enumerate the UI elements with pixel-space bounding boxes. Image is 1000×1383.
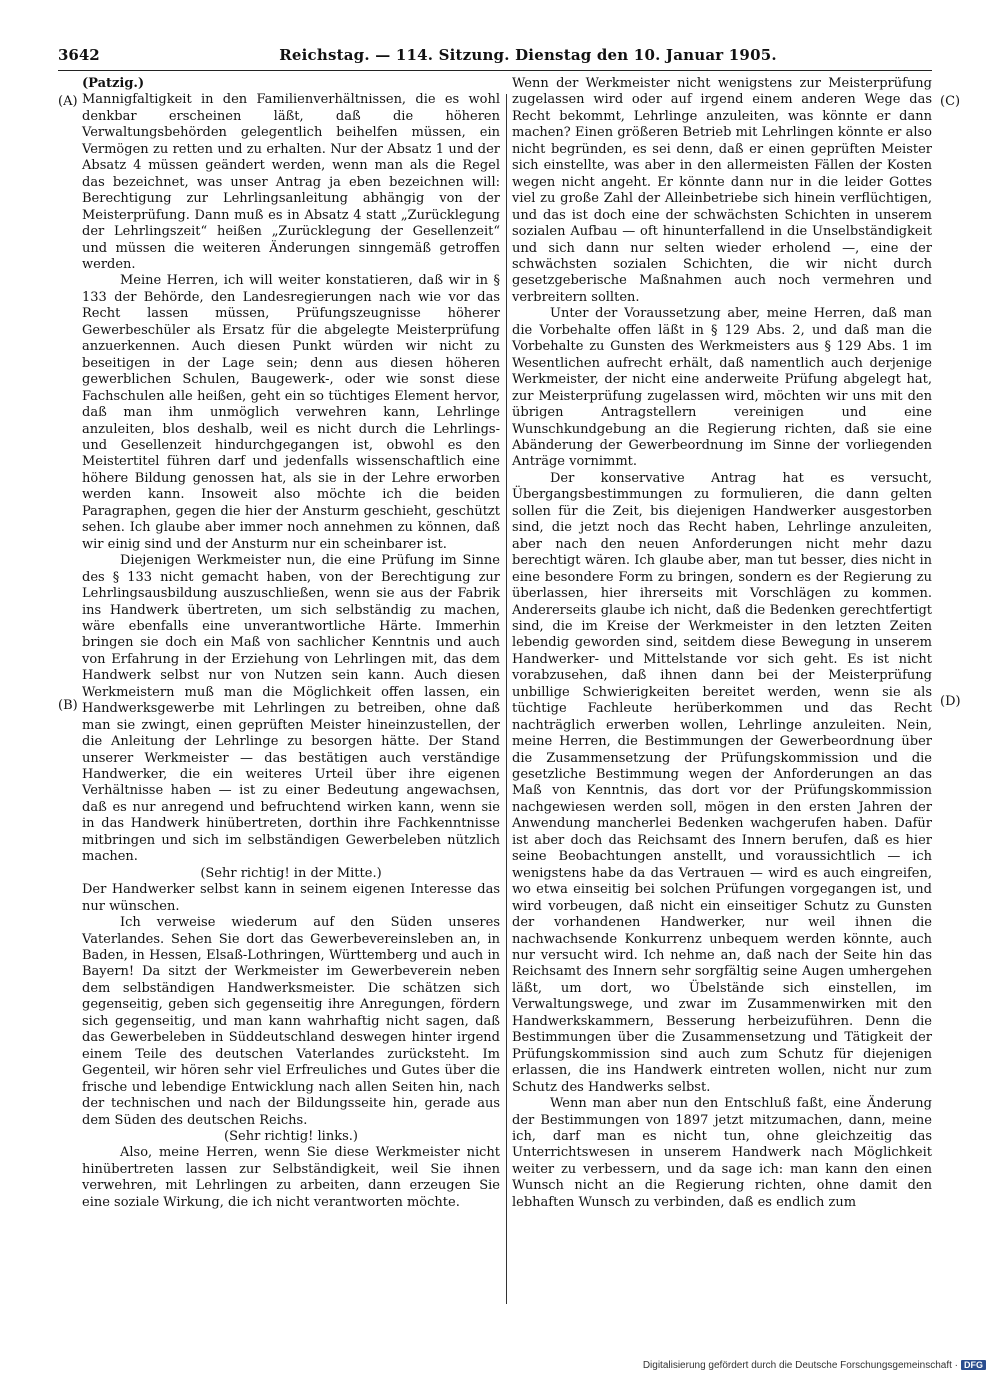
- paragraph: Der Handwerker selbst kann in seinem eigenen Interesse das nur wünschen.: [82, 882, 500, 914]
- paragraph: Meine Herren, ich will weiter konstatieren, daß wir in § 133 der Behörde, den Landesregierungen nach wie vor das Recht lassen müssen, Prüfungszeugnisse höherer Gewerbeschüler als Ersatz für die abgelegte Meisterprüfung anzuerkennen. Auch diesen Punkt würden wir nicht zu beseitigen in der Lage sein; denn aus diesen höheren gewerblichen Schulen, Baugewerk-, oder wie sonst diese Fachschulen alle heißen, geht ein so tüchtiges Element hervor, daß man ihm unmöglich verwehren kann, Lehrlinge anzuleiten, blos deshalb, weil es nicht durch die Lehrlings- und Gesellenzeit hindurchgegangen ist, obwohl es den Meistertitel führen darf und jedenfalls wissenschaftlich eine höhere Bildung genossen hat, als sie in der Lehre erworben werden kann. Insoweit also möchte ich die beiden Paragraphen, gegen die hier der Ansturm geschieht, geschützt sehen. Ich glaube aber immer noch annehmen zu können, daß wir einig sind und der Ansturm nur ein scheinbarer ist.: [82, 273, 500, 552]
- page-number: 3642: [58, 46, 100, 64]
- dfg-logo: DFG: [961, 1360, 986, 1370]
- interjection: (Sehr richtig! in der Mitte.): [200, 865, 382, 881]
- paragraph: Also, meine Herren, wenn Sie diese Werkmeister nicht hinübertreten lassen zur Selbständigkeit, weil Sie ihnen verwehren, mit Lehrlingen zu arbeiten, dann erzeugen Sie eine soziale Wirkung, die ich nicht verantworten möchte.: [82, 1145, 500, 1210]
- margin-mark-d: (D): [940, 694, 961, 709]
- paragraph: Mannigfaltigkeit in den Familienverhältnissen, die es wohl denkbar erscheinen läßt, daß die höheren Verwaltungsbehörden gelegentlich beihelfen müssen, ein Vermögen zu retten und zu erhalten. Nur der Absatz 1 und der Absatz 4 müssen geändert werden, wenn man als die Regel das bezeichnet, was unser Antrag ja eben bezeichnen will: Berechtigung zur Lehrlingsanleitung abhängig von der Meisterprüfung. Dann muß es in Absatz 4 statt „Zurücklegung der Lehrlingszeit“ heißen „Zurücklegung der Gesellenzeit“ und müssen die weiteren Änderungen sinngemäß getroffen werden.: [82, 92, 500, 272]
- paragraph: Wenn man aber nun den Entschluß faßt, eine Änderung der Bestimmungen von 1897 jetzt mitzumachen, dann, meine ich, darf man es nicht tun, ohne gleichzeitig das Unterrichtswesen in unserem Handwerk nach Möglichkeit weiter zu verbessern, und da sage ich: man kann den einen Wunsch nicht an die Regierung richten, ohne damit den lebhaften Wunsch zu verbinden, daß es endlich zum: [512, 1096, 932, 1210]
- paragraph: Unter der Voraussetzung aber, meine Herren, daß man die Vorbehalte offen läßt in § 129 Abs. 2, und daß man die Vorbehalte zu Gunsten des Werkmeisters aus § 129 Abs. 1 im Wesentlichen aufrecht erhält, daß namentlich auch derjenige Werkmeister, der nicht eine anderweite Prüfung abgelegt hat, zur Meisterprüfung zugelassen wird, möchten wir uns mit den übrigen Antragstellern vereinigen und eine Wunschkundgebung an die Regierung richten, daß sie eine Abänderung der Gewerbeordnung im Sinne der vorliegenden Anträge vornimmt.: [512, 306, 932, 470]
- margin-mark-b: (B): [58, 698, 78, 713]
- speaker-label: (Patzig.): [82, 76, 145, 91]
- paragraph: Der konservative Antrag hat es versucht, Übergangsbestimmungen zu formulieren, die dann gelten sollen für die Zeit, bis diejenigen Handwerker ausgestorben sind, die jetzt noch das Recht haben, Lehrlinge anzuleiten, aber nach den neuen Anforderungen nicht mehr dazu berechtigt wären. Ich glaube aber, man tut besser, dies nicht in eine besondere Form zu bringen, sondern es der Regierung zu überlassen, hier ihrerseits mit Vorschlägen zu kommen. Andererseits glaube ich nicht, daß die Bedenken gerechtfertigt sind, die im Kreise der Werkmeister in den letzten Zeiten lebendig geworden sind, seitdem diese Bewegung in unserem Handwerker- und Mittelstande vor sich geht. Es ist nicht vorabzusehen, daß ihnen dann bei der Meisterprüfung unbillige Schwierigkeiten bereitet werden, wenn sie als tüchtige Fachleute herüberkommen und das Recht nachträglich erwerben wollen, Lehrlinge anzuleiten. Nein, meine Herren, die Bestimmungen der Gewerbeordnung über die Zusammensetzung der Prüfungskommission und die gesetzliche Bestimmung wegen der Anforderungen an das Maß von Kenntnis, das dort vor der Prüfungskommission nachgewiesen werden soll, mögen in den ersten Jahren der Anwendung mancherlei Bedenken wachgerufen haben. Dafür ist aber doch das Reichsamt des Innern berufen, daß es hier seine Beobachtungen anstellt, und voraussichtlich — ich wenigstens habe da das Vertrauen — wird es auch eingreifen, wo etwa einseitig bei solchen Prüfungen vorgegangen ist, und wird vorbeugen, daß nicht ein einseitiger Schutz zu Gunsten der vorhandenen Handwerker, nur weil ihnen die nachwachsende Konkurrenz unbequem werden könnte, auch nur versucht wird. Ich nehme an, daß nach der Seite hin das Reichsamt des Innern sehr sorgfältig seine Augen umhergehen läßt, um dort, wo Übelstände sich einstellen, im Verwaltungswege, und zwar im Zusammenwirken mit den Handwerkskammern, Besserung herbeizuführen. Denn die Bestimmungen über die Zusammensetzung und Tätigkeit der Prüfungskommission sind auch zum Schutz für diejenigen erlassen, die ins Handwerk eintreten wollen, nicht nur zum Schutz des Handwerks selbst.: [512, 470, 932, 1095]
- page-header: [58, 46, 932, 71]
- running-title: Reichstag. — 114. Sitzung. Dienstag den 10. Januar 1905.: [279, 46, 777, 64]
- right-column: [512, 76, 932, 1211]
- paragraph: Ich verweise wiederum auf den Süden unseres Vaterlandes. Sehen Sie dort das Gewerbevereinsleben an, in Baden, in Hessen, Elsaß-Lothringen, Württemberg und auch in Bayern! Da sitzt der Werkmeister im Gewerbeverein neben dem selbständigen Handwerksmeister. Die schätzen sich gegenseitig, geben sich gegenseitig ihre Anregungen, fördern sich gegenseitig, und man kann wahrhaftig nicht sagen, daß das Gewerbeleben in Süddeutschland deswegen hinter irgend einem Teile des deutschen Vaterlandes zurücksteht. Im Gegenteil, wir hören sehr viel Erfreuliches und Gutes über die frische und lebendige Entwicklung nach allen Seiten hin, nach der technischen und nach der Bildungsseite hin, gerade aus dem Süden des deutschen Reichs.: [82, 915, 500, 1128]
- column-divider: [506, 94, 507, 1304]
- digitization-credit: [643, 1360, 986, 1371]
- margin-mark-c: (C): [940, 94, 961, 109]
- left-column: [82, 76, 500, 1211]
- interjection: (Sehr richtig! links.): [224, 1129, 358, 1144]
- paragraph: Diejenigen Werkmeister nun, die eine Prüfung im Sinne des § 133 nicht gemacht haben, von der Berechtigung zur Lehrlingsausbildung auszuschließen, wenn sie aus der Fabrik ins Handwerk übertreten, um sich selbständig zu machen, wäre ebenfalls eine unverantwortliche Härte. Immerhin bringen sie doch ein Maß von sachlicher Kenntnis und auch von Erfahrung in der Erziehung von Lehrlingen mit, das dem Handwerk selbst nur von Nutzen sein kann. Auch diesen Werkmeistern muß man die Möglichkeit offen lassen, ein Handwerksgewerbe mit Lehrlingen zu betreiben, ohne daß man sie zwingt, einen geprüften Meister hineinzustellen, der die Anleitung der Lehrlinge zu besorgen hätte. Der Stand unserer Werkmeister — das bestätigen auch verständige Handwerker, die ein weiteres Urteil über ihre eigenen Verhältnisse haben — ist zu einer Bedeutung angewachsen, daß es nur anregend und befruchtend wirken kann, wenn sie in das Handwerk hinübertreten, dorthin ihre Fachkenntnisse mitbringen und sich im selbständigen Gewerbeleben nützlich machen.: [82, 553, 500, 865]
- margin-mark-a: (A): [58, 94, 78, 109]
- paragraph: Wenn der Werkmeister nicht wenigstens zur Meisterprüfung zugelassen wird oder auf irgend einem anderen Wege das Recht bekommt, Lehrlinge anzuleiten, was könnte er dann machen? Einen größeren Betrieb mit Lehrlingen könnte er also nicht begründen, es sei denn, daß er einen geprüften Meister sich einstellte, was aber in den allermeisten Fällen der Kosten wegen nicht angeht. Er könnte dann nur in die leider Gottes viel zu große Zahl der Alleinbetriebe sich hinein verflüchtigen, und das ist doch eine der schwächsten Schichten in unserem sozialen Aufbau — oft hinunterfallend in die Unselbständigkeit und sich dann nur selten wieder erholend —, eine der schwächsten sozialen Schichten, die wir nicht durch gesetzgeberische Maßnahmen auch noch vermehren und verbreitern sollten.: [512, 76, 932, 305]
- credit-text: Digitalisierung gefördert durch die Deutsche Forschungsgemeinschaft ·: [642, 1360, 958, 1371]
